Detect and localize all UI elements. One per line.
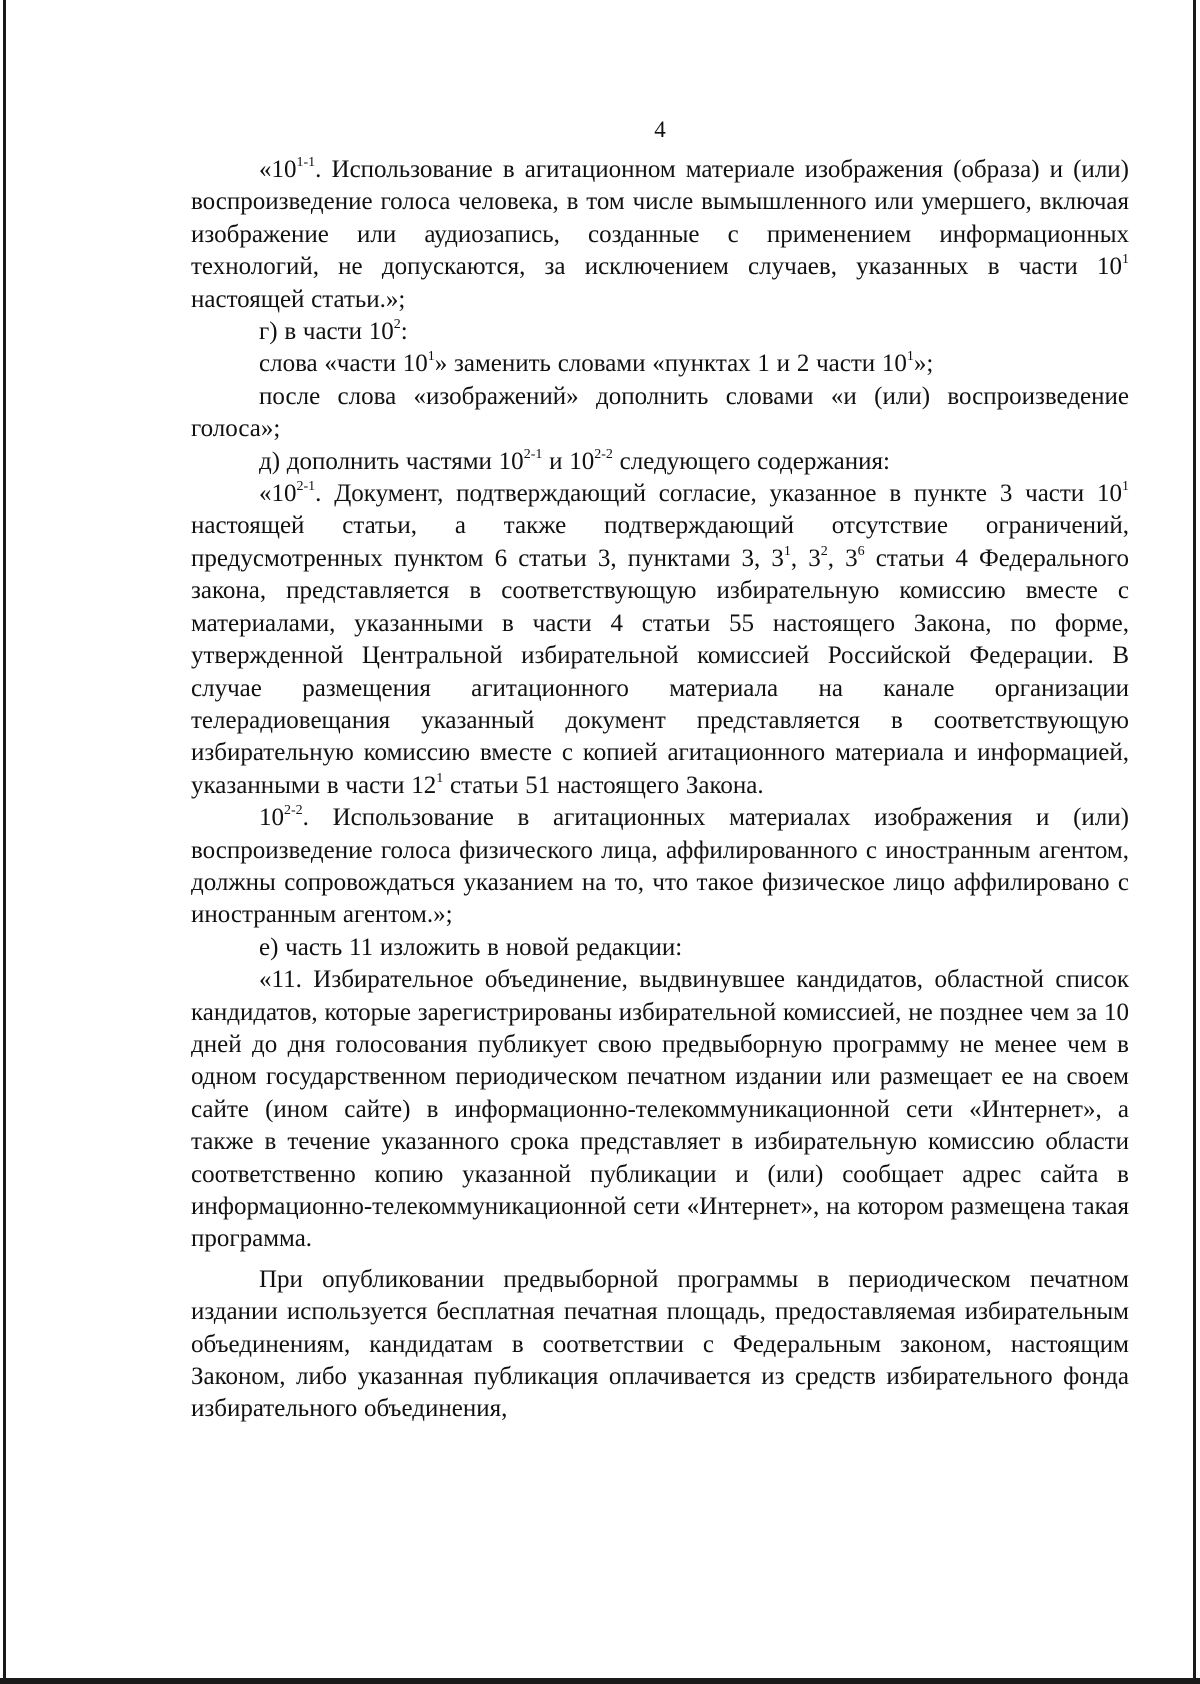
paragraph-publication: При опубликовании предвыборной программы в периодическом печатном издании используется бесплатная печатная площадь, предоставляемая избирательным объединениям, кандидатам в соответствии с Федеральным законом, настоящим Законом, либо указанная публикация оплачивается из средств избирательного фонда избирательного объединения, (191, 1265, 1129, 1423)
paragraph-10-1-1: «10$^{1-1}$. Использование в агитационном материале изображения (образа) и (или) воспроизведение голоса человека, в том числе вымышленного или умершего, включая изображение или аудиозапись, созданные с применением информационных технологий, не допускаются, за исключением случаев, указанных в части $10^1$ настоящей статьи.»; (191, 155, 1129, 313)
paragraph-item-e: е) часть 11 изложить в новой редакции: (259, 933, 683, 961)
paragraph-item-g: г) в части $10^2$: (259, 317, 408, 346)
paragraph-10-2-2: 10$^{2-2}$. Использование в агитационных материалах изображения и (или) воспроизведение голоса физического лица, аффилированного с иностранным агентом, должны сопровождаться указанием на то, что такое физическое лицо аффилировано с иностранным агентом.»; (191, 803, 1129, 929)
paragraph-replace-words: слова «части $10^1$» заменить словами «пунктах 1 и 2 части $10^1$»; (259, 349, 934, 378)
scan-border-right (1193, 0, 1196, 1684)
paragraph-part-11: «11. Избирательное объединение, выдвинувшее кандидатов, областной список кандидатов, которые зарегистрированы избирательной комиссией, не позднее чем за 10 дней до дня голосования публикует свою предвыборную программу не менее чем в одном государственном периодическом печатном издании или размещает ее на своем сайте (ином сайте) в информационно-телекоммуникационной сети «Интернет», а также в течение указанного срока представляет в избирательную комиссию области соответственно копию указанной публикации и (или) сообщает адрес сайта в информационно-телекоммуникационной сети «Интернет», на котором размещена такая программа. (191, 966, 1129, 1253)
scan-border-bottom (0, 1678, 1200, 1684)
document-page (191, 110, 1129, 1426)
paragraph-item-d: д) дополнить частями 10$^{2-1}$ и 10$^{2-2}$ следующего содержания: (259, 446, 890, 475)
paragraph-add-words: после слова «изображений» дополнить словами «и (или) воспроизведение голоса»; (191, 382, 1129, 443)
page-number: 4 (654, 117, 666, 142)
scan-border-left (3, 0, 6, 1684)
paragraph-10-2-1: «10$^{2-1}$. Документ, подтверждающий согласие, указанное в пункте 3 части $10^1$ настоящей статьи, а также подтверждающий отсутствие ограничений, предусмотренных пунктом 6 статьи 3, пунктами 3, $3^1$, $3^2$, $3^6$ статьи 4 Федерального закона, представляется в соответствующую избирательную комиссию вместе с материалами, указанными в части 4 статьи 55 настоящего Закона, по форме, утвержденной Центральной избирательной комиссией Российской Федерации. В случае размещения агитационного материала на канале организации телерадиовещания указанный документ представляется в соответствующую избирательную комиссию вместе с копией агитационного материала и информацией, указанными в части $12^1$ статьи 51 настоящего Закона. (191, 479, 1130, 799)
